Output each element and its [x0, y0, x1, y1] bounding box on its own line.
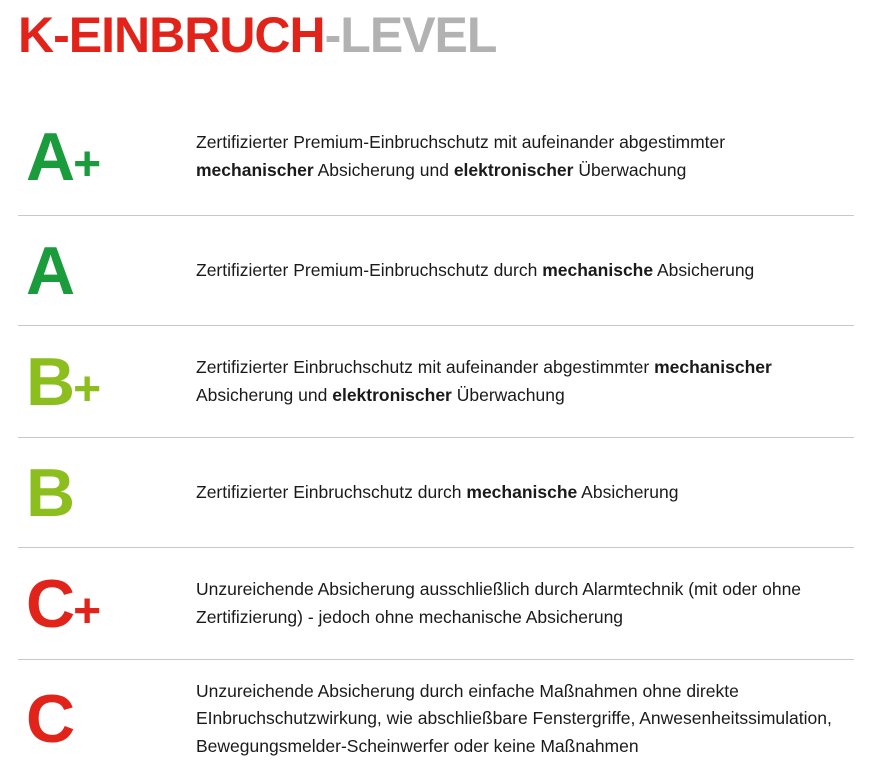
- title-primary: K-EINBRUCH: [18, 7, 325, 63]
- level-grade-letter: C: [26, 681, 74, 757]
- description-emphasis: mechanische: [542, 259, 654, 280]
- level-grade-letter: A: [26, 232, 74, 309]
- level-description: [196, 678, 854, 759]
- level-description: [196, 354, 854, 408]
- description-text: Zertifizierter Premium-Einbruchschutz mit aufeinander abgestimmter: [196, 132, 726, 153]
- description-text: Zertifizierter Einbruchschutz durch: [196, 481, 467, 502]
- level-grade-plus: +: [73, 362, 102, 416]
- description-text: Zertifizierter Einbruchschutz mit aufeinander abgestimmter: [196, 357, 655, 378]
- description-text: Überwachung: [451, 384, 565, 405]
- description-emphasis: elektronischer: [332, 384, 452, 405]
- level-description: [196, 129, 854, 183]
- title-secondary: -LEVEL: [324, 7, 497, 63]
- description-text: Unzureichende Absicherung durch einfache Maßnahmen ohne direkte EInbruchschutzwirkung, wie abschließbare Fenstergriffe, Anwesenheitssimulation, Bewegungsmelder-Scheinwerfer oder keine Maßnahmen: [196, 681, 832, 756]
- level-row: [18, 98, 854, 216]
- description-text: Absicherung: [577, 481, 679, 502]
- level-grade-letter: A: [26, 118, 74, 195]
- level-grade: [18, 681, 196, 757]
- level-grade-letter: B: [26, 454, 74, 531]
- level-grade-letter: C: [26, 565, 74, 642]
- description-emphasis: elektronischer: [453, 159, 574, 180]
- level-row: [18, 216, 854, 326]
- level-list: [18, 98, 854, 778]
- level-grade: [18, 232, 196, 309]
- level-description: [196, 257, 854, 284]
- level-grade-plus: +: [73, 584, 102, 638]
- level-row: [18, 438, 854, 548]
- level-grade: [18, 343, 196, 420]
- level-grade-letter: B: [26, 343, 74, 420]
- level-grade: [18, 118, 196, 195]
- level-grade: [18, 565, 196, 642]
- description-emphasis: mechanische: [466, 481, 578, 502]
- level-description: [196, 576, 854, 630]
- level-row: [18, 660, 854, 778]
- level-grade: [18, 454, 196, 531]
- description-text: Absicherung und: [313, 159, 454, 180]
- level-description: [196, 479, 854, 506]
- level-row: [18, 548, 854, 660]
- description-text: Unzureichende Absicherung ausschließlich durch Alarmtechnik (mit oder ohne Zertifizierung) - jedoch ohne mechanische Absicherung: [196, 579, 802, 627]
- level-grade-plus: +: [73, 137, 102, 191]
- description-emphasis: mechanischer: [196, 159, 314, 180]
- description-text: Zertifizierter Premium-Einbruchschutz durch: [196, 259, 543, 280]
- description-text: Absicherung: [653, 259, 755, 280]
- description-text: Überwachung: [573, 159, 687, 180]
- description-emphasis: mechanischer: [654, 357, 772, 378]
- description-text: Absicherung und: [196, 384, 333, 405]
- level-row: [18, 326, 854, 438]
- page-title: [18, 6, 496, 64]
